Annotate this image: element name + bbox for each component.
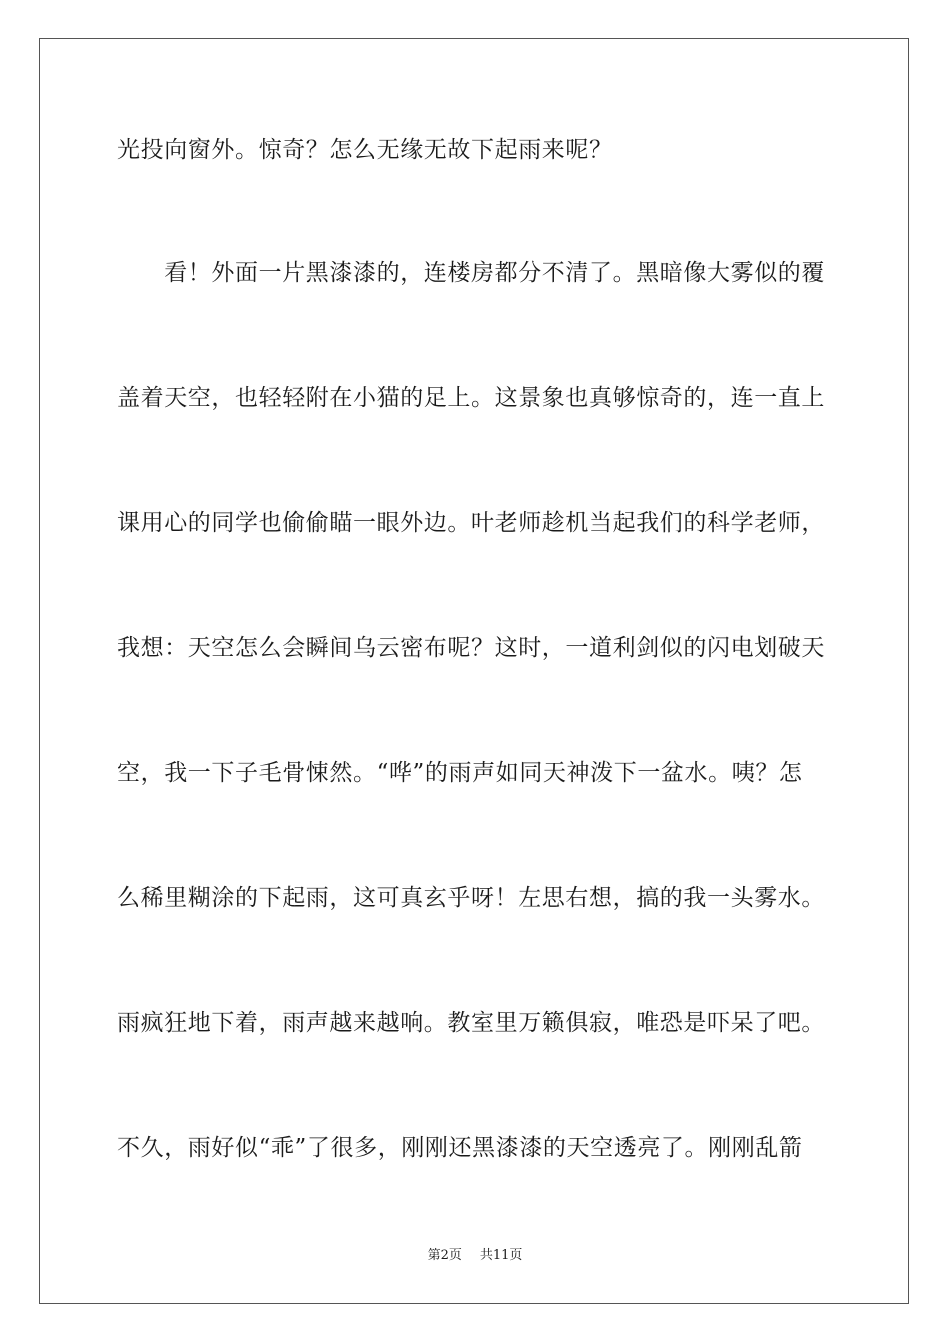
- body-text-line: 盖着天空，也轻轻附在小猫的足上。这景象也真够惊奇的，连一直上: [117, 385, 825, 411]
- body-text-line: 不久，雨好似“乖”了很多，刚刚还黑漆漆的天空透亮了。刚刚乱箭: [117, 1135, 803, 1161]
- page-total: 共11页: [479, 1248, 523, 1263]
- page-border: [39, 38, 909, 1304]
- body-text-line: 课用心的同学也偷偷瞄一眼外边。叶老师趁机当起我们的科学老师，: [117, 510, 825, 536]
- body-text-line: 么稀里糊涂的下起雨，这可真玄乎呀！左思右想，搞的我一头雾水。: [117, 885, 825, 911]
- body-text-line: 光投向窗外。惊奇？怎么无缘无故下起雨来呢？: [117, 137, 613, 163]
- page-footer: [0, 1248, 950, 1264]
- body-text-line: 雨疯狂地下着，雨声越来越响。教室里万籁俱寂，唯恐是吓呆了吧。: [117, 1010, 825, 1036]
- body-text-line: 我想：天空怎么会瞬间乌云密布呢？这时，一道利剑似的闪电划破天: [117, 635, 825, 661]
- page-number: 第2页: [427, 1248, 462, 1263]
- body-text-line: 看！外面一片黑漆漆的，连楼房都分不清了。黑暗像大雾似的覆: [117, 260, 825, 286]
- body-text-line: 空，我一下子毛骨悚然。“哗”的雨声如同天神泼下一盆水。咦？怎: [117, 760, 803, 786]
